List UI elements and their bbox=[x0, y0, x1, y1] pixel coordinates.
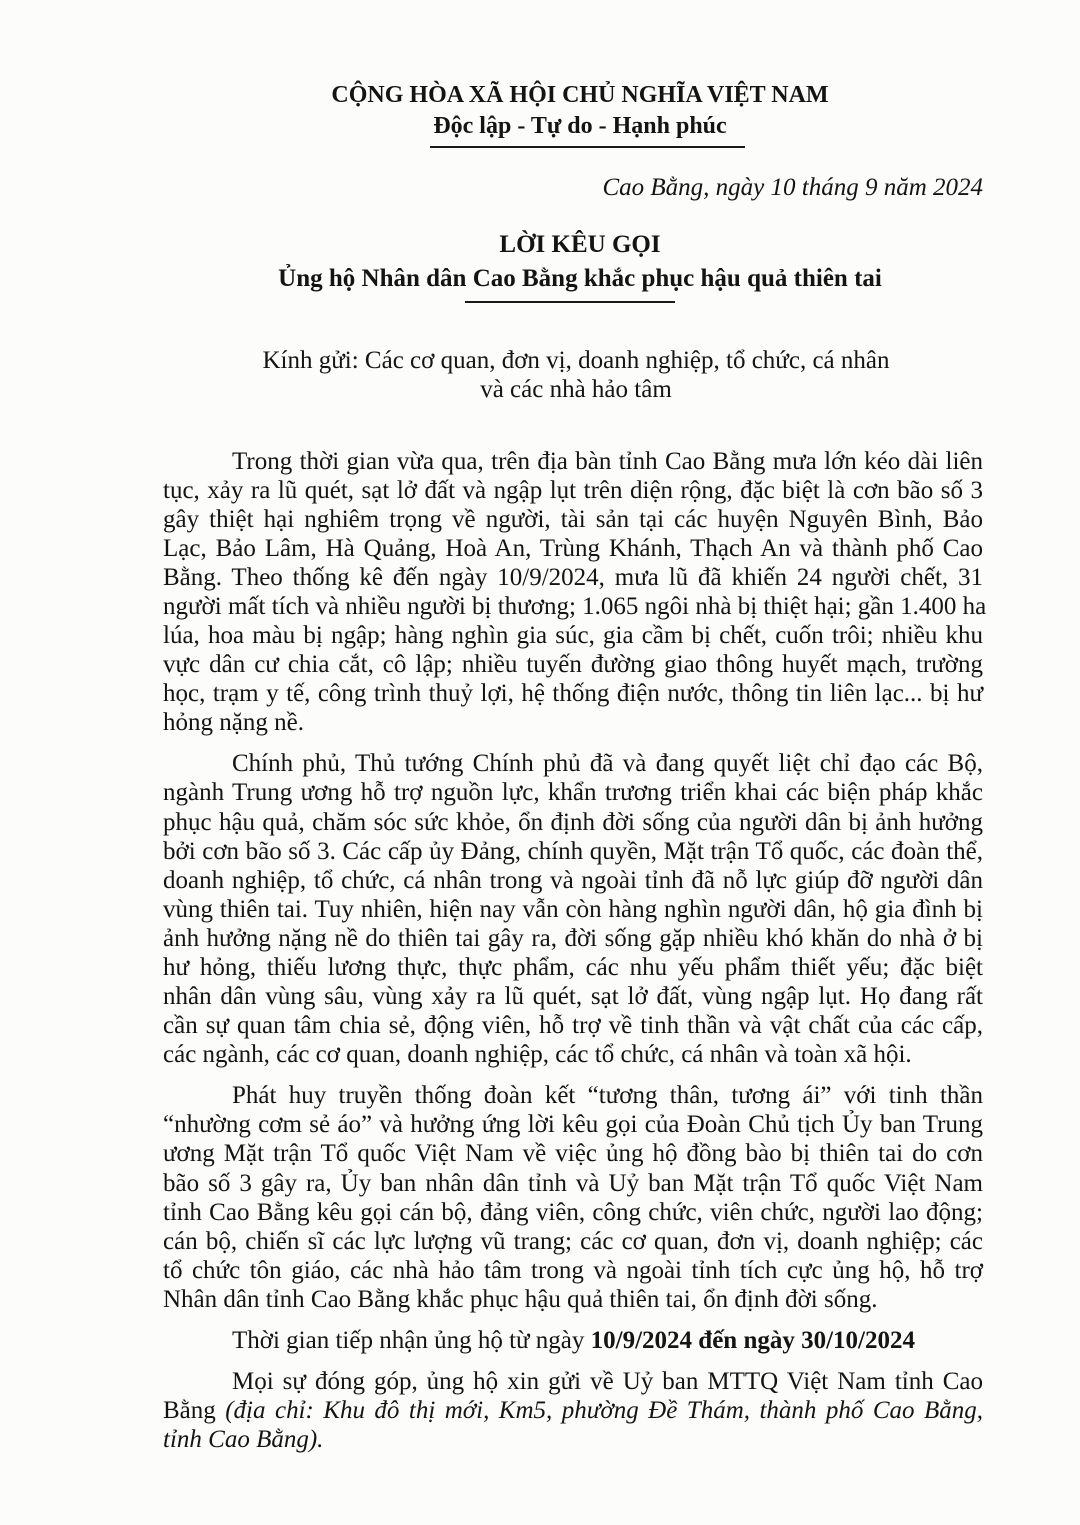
text-segment: (địa chỉ: Khu đô thị mới, Km5, phường Đề Thám, thành phố Cao Bằng, bbox=[225, 1396, 983, 1424]
subtitle-underline bbox=[465, 301, 675, 303]
text-segment: Bằng bbox=[163, 1396, 226, 1424]
paragraph-line: người mất tích và nhiều người bị thương; 1.065 ngôi nhà bị thiệt hại; gần 1.400 ha bbox=[163, 592, 987, 620]
paragraph-line bbox=[163, 1396, 983, 1425]
motto-underline bbox=[430, 146, 745, 148]
text-segment: tỉnh Cao Bằng). bbox=[163, 1426, 324, 1454]
paragraph-line: hỏng nặng nề. bbox=[163, 709, 304, 737]
recipients-line: Kính gửi: Các cơ quan, đơn vị, doanh nghiệp, tổ chức, cá nhân bbox=[262, 347, 890, 374]
paragraph-line: vực dân cư chia cắt, cô lập; nhiều tuyến đường giao thông huyết mạch, trường bbox=[163, 651, 983, 679]
body-paragraph bbox=[163, 1367, 983, 1454]
body-paragraph bbox=[163, 447, 987, 738]
body-paragraph bbox=[163, 749, 983, 1069]
paragraph-line: Lạc, Bảo Lâm, Hà Quảng, Hoà An, Trùng Khánh, Thạch An và thành phố Cao bbox=[163, 534, 983, 562]
paragraph-line: bởi cơn bão số 3. Các cấp ủy Đảng, chính quyền, Mặt trận Tổ quốc, các đoàn thể, bbox=[163, 837, 983, 865]
body-paragraph bbox=[163, 1081, 983, 1314]
paragraph-line bbox=[163, 1326, 983, 1355]
paragraph-line: phục hậu quả, chăm sóc sức khỏe, ổn định đời sống của người dân bị ảnh hưởng bbox=[163, 808, 983, 836]
document-body bbox=[163, 447, 987, 1455]
paragraph-line: doanh nghiệp, tổ chức, cá nhân trong và ngoài tỉnh đã nỗ lực giúp đỡ người dân bbox=[163, 866, 983, 894]
paragraph-line: nhân dân vùng sâu, vùng xảy ra lũ quét, sạt lở đất, vùng ngập lụt. Họ đang rất bbox=[163, 983, 983, 1011]
place-date: Cao Bằng, ngày 10 tháng 9 năm 2024 bbox=[602, 174, 983, 201]
paragraph-line: Nhân dân tỉnh Cao Bằng khắc phục hậu quả thiên tai, ổn định đời sống. bbox=[163, 1285, 878, 1313]
paragraph-line: các ngành, các cơ quan, doanh nghiệp, các tổ chức, cá nhân và toàn xã hội. bbox=[163, 1041, 912, 1069]
paragraph-line: bão số 3 gây ra, Ủy ban nhân dân tỉnh và Uỷ ban Mặt trận Tổ quốc Việt Nam bbox=[163, 1169, 983, 1197]
paragraph-line: gây thiệt hại nghiêm trọng về người, tài sản tại các huyện Nguyên Bình, Bảo bbox=[163, 505, 983, 533]
recipients-line: và các nhà hảo tâm bbox=[480, 376, 672, 403]
paragraph-line: học, trạm y tế, công trình thuỷ lợi, hệ thống điện nước, thông tin liên lạc... bị hư bbox=[163, 680, 983, 708]
paragraph-line: cần sự quan tâm chia sẻ, động viên, hỗ trợ về tinh thần và vật chất của các cấp, bbox=[163, 1012, 983, 1040]
paragraph-line: “nhường cơm sẻ áo” và hưởng ứng lời kêu gọi của Đoàn Chủ tịch Ủy ban Trung bbox=[163, 1111, 983, 1139]
paragraph-line: ảnh hưởng nặng nề do thiên tai gây ra, đời sống gặp nhiều khó khăn do nhà ở bị bbox=[163, 924, 983, 952]
paragraph-line bbox=[163, 1425, 983, 1454]
paragraph-line: Phát huy truyền thống đoàn kết “tương thân, tương ái” với tinh thần bbox=[232, 1082, 983, 1110]
document-subtitle: Ủng hộ Nhân dân Cao Bằng khắc phục hậu quả thiên tai bbox=[278, 265, 882, 292]
paragraph-line: Mọi sự đóng góp, ủng hộ xin gửi về Uỷ ban MTTQ Việt Nam tỉnh Cao bbox=[232, 1367, 983, 1395]
paragraph-line: tổ chức tôn giáo, các nhà hảo tâm trong và ngoài tỉnh tích cực ủng hộ, hỗ trợ bbox=[163, 1256, 983, 1284]
paragraph-line: vùng thiên tai. Tuy nhiên, hiện nay vẫn còn hàng nghìn người dân, hộ gia đình bị bbox=[163, 895, 983, 923]
paragraph-line: tỉnh Cao Bằng kêu gọi cán bộ, đảng viên, công chức, viên chức, người lao động; bbox=[163, 1198, 983, 1226]
paragraph-line: hư hỏng, thiếu lương thực, thực phẩm, các nhu yếu phẩm thiết yếu; đặc biệt bbox=[163, 953, 983, 981]
paragraph-line: lúa, hoa màu bị ngập; hàng nghìn gia súc, gia cầm bị chết, cuốn trôi; nhiều khu bbox=[163, 622, 983, 650]
paragraph-line: ngành Trung ương hỗ trợ nguồn lực, khẩn trương triển khai các biện pháp khắc bbox=[163, 779, 983, 807]
document-title: LỜI KÊU GỌI bbox=[499, 231, 661, 258]
paragraph-line: ương Mặt trận Tổ quốc Việt Nam về việc ủng hộ đồng bào bị thiên tai do cơn bbox=[163, 1140, 983, 1168]
paragraph-line: Bằng. Theo thống kê đến ngày 10/9/2024, mưa lũ đã khiến 24 người chết, 31 bbox=[163, 563, 983, 591]
paragraph-line: Chính phủ, Thủ tướng Chính phủ đã và đang quyết liệt chỉ đạo các Bộ, bbox=[232, 750, 983, 778]
national-title: CỘNG HÒA XÃ HỘI CHỦ NGHĨA VIỆT NAM bbox=[331, 82, 829, 108]
body-paragraph bbox=[163, 1326, 983, 1355]
text-segment: 10/9/2024 đến ngày 30/10/2024 bbox=[590, 1326, 915, 1354]
text-segment: Thời gian tiếp nhận ủng hộ từ ngày bbox=[232, 1326, 591, 1354]
paragraph-line: Trong thời gian vừa qua, trên địa bàn tỉnh Cao Bằng mưa lớn kéo dài liên bbox=[232, 447, 983, 475]
paragraph-line: tục, xảy ra lũ quét, sạt lở đất và ngập lụt trên diện rộng, đặc biệt là cơn bão số 3 bbox=[163, 476, 983, 504]
national-motto: Độc lập - Tự do - Hạnh phúc bbox=[433, 113, 727, 139]
paragraph-line: cán bộ, chiến sĩ các lực lượng vũ trang; các cơ quan, đơn vị, doanh nghiệp; các bbox=[163, 1227, 983, 1255]
